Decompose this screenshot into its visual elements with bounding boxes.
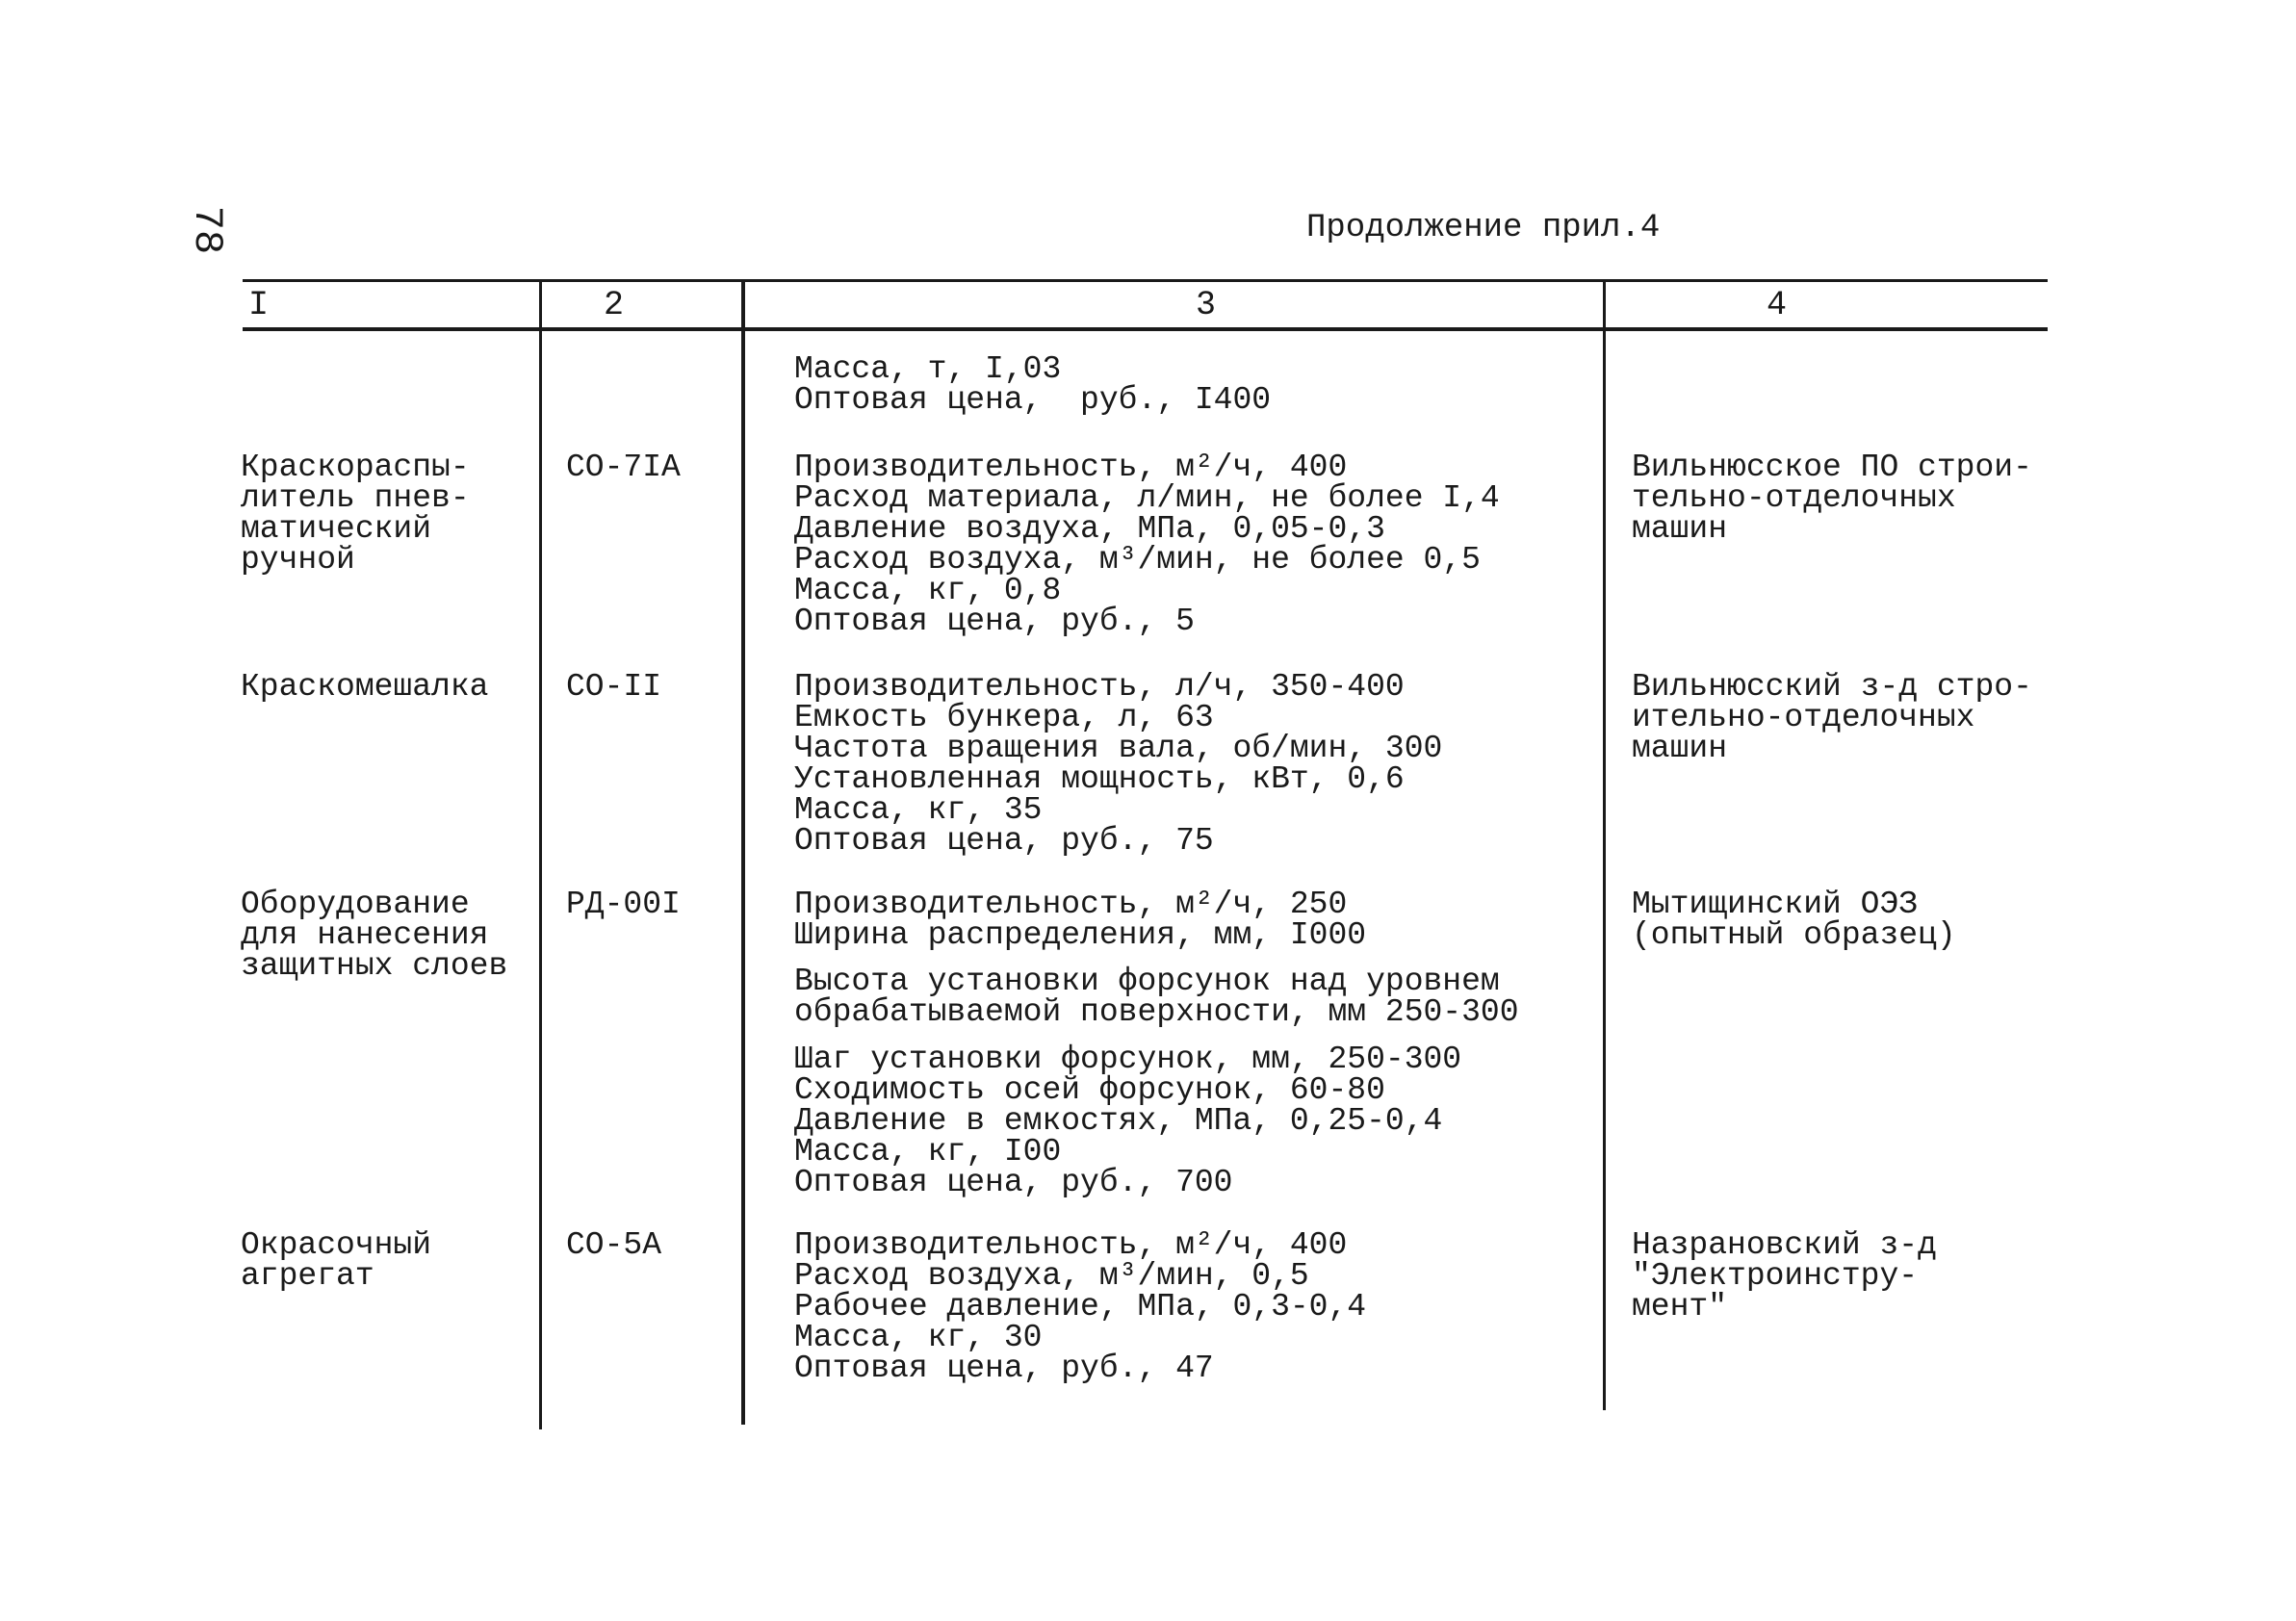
equipment-specs: Производительность, м²/ч, 400 Расход воздуха, м³/мин, 0,5 Рабочее давление, МПа, 0,3-0,4 Масса, кг, 30 Оптовая цена, руб., 47 (794, 1227, 1367, 1386)
manufacturer: Вильнюсское ПО строи- тельно-отделочных машин (1632, 450, 2032, 547)
column-header-1: I (248, 286, 270, 324)
equipment-specs-part-a: Производительность, м²/ч, 250 Ширина распределения, мм, I000 (794, 887, 1367, 953)
page-number: 78 (184, 205, 231, 255)
equipment-specs: Производительность, м²/ч, 400 Расход материала, л/мин, не более I,4 Давление воздуха, МПа, 0,05-0,3 Расход воздуха, м³/мин, не более 0,5 Масса, кг, 0,8 Оптовая цена, руб., 5 (794, 450, 1500, 639)
header-bottom-rule (243, 327, 2048, 331)
column-header-4: 4 (1767, 286, 1788, 324)
equipment-code: СО-7IА (566, 450, 681, 485)
manufacturer: Мытищинский ОЭЗ (опытный образец) (1632, 887, 1956, 953)
table-top-rule (243, 279, 2048, 282)
continuation-heading: Продолжение прил.4 (1306, 210, 1661, 246)
equipment-name: Окрасочный агрегат (241, 1227, 432, 1294)
column-divider-2 (741, 279, 745, 1425)
equipment-name: Оборудование для нанесения защитных слоев (241, 887, 508, 984)
equipment-specs-part-b: Высота установки форсунок над уровнем обрабатываемой поверхности, мм 250-300 (794, 964, 1519, 1030)
equipment-name: Краскораспы- литель пнев- матический ручной (241, 450, 470, 578)
equipment-specs: Производительность, л/ч, 350-400 Емкость бункера, л, 63 Частота вращения вала, об/мин, 300 Установленная мощность, кВт, 0,6 Масса, кг, 35 Оптовая цена, руб., 75 (794, 669, 1443, 859)
column-divider-3 (1603, 279, 1606, 1410)
equipment-specs-part-c: Шаг установки форсунок, мм, 250-300 Сходимость осей форсунок, 60-80 Давление в емкостях, МПа, 0,25-0,4 Масса, кг, I00 Оптовая цена, руб., 700 (794, 1042, 1462, 1200)
equipment-code: РД-00I (566, 887, 681, 922)
equipment-code: СО-5А (566, 1227, 662, 1263)
manufacturer: Назрановский з-д "Электроинстру- мент" (1632, 1227, 1937, 1325)
carryover-specs: Масса, т, I,03 Оптовая цена, руб., I400 (794, 351, 1272, 418)
column-header-2: 2 (604, 286, 625, 324)
manufacturer: Вильнюсский з-д стро- ительно-отделочных машин (1632, 669, 2032, 766)
equipment-name: Краскомешалка (241, 669, 489, 705)
equipment-code: СО-II (566, 669, 662, 705)
column-divider-1 (539, 279, 542, 1429)
column-header-3: 3 (1196, 286, 1217, 324)
